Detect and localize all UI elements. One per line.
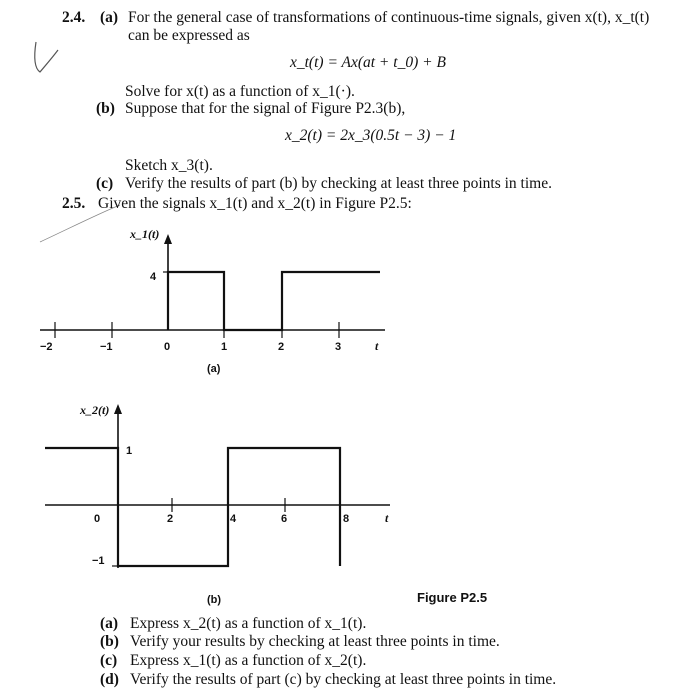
figure-a-xtick-label: 1 [221, 341, 228, 353]
problem-number-2-5: 2.5. [62, 195, 86, 212]
problem-2-4-part-b-label: (b) [96, 100, 115, 117]
question-b-label: (b) [100, 633, 119, 650]
figure-a-xtick-label: −1 [100, 341, 113, 353]
figure-title: Figure P2.5 [417, 590, 488, 605]
figure-a-xtick-label: 0 [164, 341, 171, 353]
question-a-text: Express x_2(t) as a function of x_1(t). [130, 615, 367, 632]
figure-b-xtick-label: 2 [167, 513, 174, 525]
question-b-text: Verify your results by checking at least three points in time. [130, 633, 500, 650]
figure-a-caption: (a) [207, 363, 221, 375]
problem-2-5-intro: Given the signals x_1(t) and x_2(t) in Figure P2.5: [98, 195, 412, 212]
problem-2-4-part-c-text: Verify the results of part (b) by checking at least three points in time. [125, 175, 552, 192]
figure-b-xtick-label: 8 [343, 513, 350, 525]
question-c-label: (c) [100, 652, 118, 669]
question-d-text: Verify the results of part (c) by checking at least three points in time. [130, 671, 557, 688]
question-a-label: (a) [100, 615, 119, 632]
figure-b-xtick-label: 0 [94, 513, 101, 525]
figure-b-xtick-label: 6 [281, 513, 288, 525]
figure-a-xtick-label: −2 [40, 341, 53, 353]
figure-b-xtick-label: 4 [230, 513, 237, 525]
figure-a-xtick-label: 3 [335, 341, 342, 353]
problem-2-4-part-a-text: For the general case of transformations of continuous-time signals, given x(t), x_t(t) [128, 9, 650, 26]
problem-2-4-part-a-cont: can be expressed as [128, 27, 250, 44]
equation-2: x_2(t) = 2x_3(0.5t − 3) − 1 [285, 127, 457, 144]
solve-text: Solve for x(t) as a function of x_1(·). [125, 83, 355, 100]
figure-b-signal [45, 448, 340, 566]
figure-a-t-label: t [375, 339, 379, 353]
figure-b-t-label: t [385, 511, 389, 525]
problem-number-2-4: 2.4. [62, 9, 86, 26]
figure-b-high-label: 1 [126, 445, 133, 457]
figure-b-ylabel: x_2(t) [80, 403, 110, 417]
problem-2-4-part-a-label: (a) [100, 9, 119, 26]
figure-a-height-label: 4 [150, 271, 157, 283]
figure-b-low-label: −1 [92, 555, 105, 567]
question-d-label: (d) [100, 671, 119, 688]
figure-b-caption: (b) [207, 594, 222, 606]
sketch-text: Sketch x_3(t). [125, 157, 213, 174]
figure-b-y-arrow [114, 404, 122, 414]
equation-1: x_t(t) = Ax(at + t_0) + B [290, 54, 446, 71]
question-c-text: Express x_1(t) as a function of x_2(t). [130, 652, 367, 669]
figure-a-xtick-label: 2 [278, 341, 285, 353]
problem-2-4-part-c-label: (c) [96, 175, 114, 192]
figure-a-ylabel: x_1(t) [130, 227, 160, 241]
problem-2-4-part-b-text: Suppose that for the signal of Figure P2.3(b), [125, 100, 406, 117]
